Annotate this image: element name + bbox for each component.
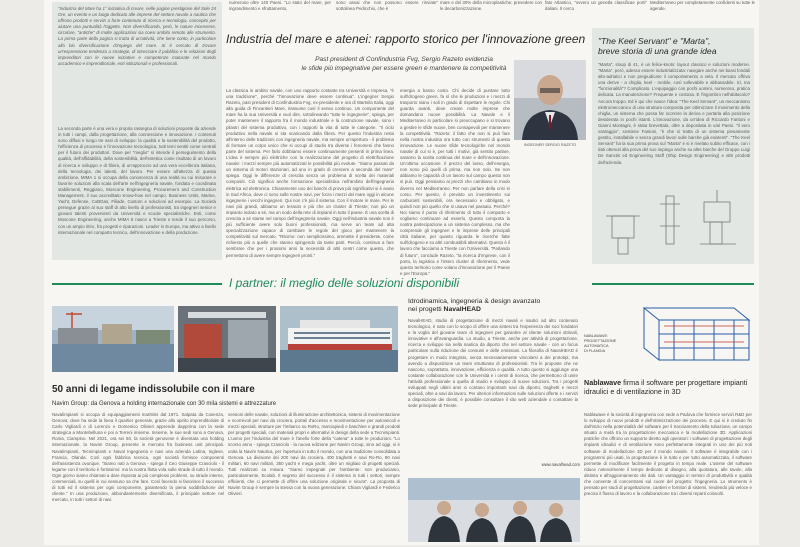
left-article-body: La seconda parte è una vera e propria rassegna di soluzioni proposte da aziende in tutti i campi, dalla progettazione, alla connessione e innovazione. I contenuti sono diffusi e lungo tre assi di sviluppo: la qualità e la sostenibilità del prodotto, l'efficienza di processo e l'innovazione tecnologica, tutti temi sentiti come centrali per il futuro dei produttori. Dove per "meglio" si intende il perseguimento della qualità, dell'affidabilità, della sostenibilità, dell'estetica come risultato di un lavoro di ricerca e sviluppo e di filiera, di un'approccio ad una vera eccellenza italiana, della tecnologia, dei talenti, del lavoro. Per essere all'altezza di questa ambizione, MIMA 1 si occupa della conoscenza di una realtà su cui misurare e favorire soluzioni alla scala dell'arte nell'ingegneria navale, fondata e coordinata stabilimenti, Reggiano, Moscone Engineering, Procurement and Construction Management, il suo accreditato Know-how nel campo. Business Units, Marine, Yacht, Defense, CoBGas, Filiade, Custom e soluzioni ad esempio. La Società persegue grazie al suo staff di alto livello di professionisti, tra ingegneri senior e giovani talenti provenienti da Università e scuole specialistiche. Enti, come Moscone Engineering, anche MIMA 5 nasce a Trieste e tende il suo percorso, con un ampio ritiro, fra progetti e riparazioni. Leader in Europa, ma attivo a livello internazionale nel comparto tecnico, dell'innovazione e della produzione. [58,126,216,235]
nablawave-caption [584,334,638,354]
navalhead-title-plain: nei progetti [408,306,444,313]
partners-band-right [592,283,754,285]
navim-col-2: versioni delle navale, soluzioni di illuminazione architettonica, sistemi di movimentazione e scorrevoli per navi da crociera, portali d'accesso e movimentazione per autoveicoli e mezzi speciali, strutture per l'imbarco su RoRo, marciapiedi e banchine e grandi prodotti per progetti speciali, con materiali propri e alternativi in design della sede a Tecnimpianti. L'uomo per l'industria del mare è l'anello forte della "catena" a tutte le produzioni. "Lo scorso anno - spiega Crasciolo - la nuova edizione per Navim Group, sino ad oggi, si è unita la Navim Nautica, per l'apertura in tutto il mondo, con una tradizione consolidata a Genova. La divisione dei 200 navi da crociera, 400 traghetti e navi Ro-Ro, 90 navi militari, 60 navi militari, 350 yacht e mega yacht, oltre un migliaio di progetti speciali. Tutti realizzati su misura. "Siamo impegnati per l'ambiente: non produciamo, particolarmente, Ecolab. Il segreto del successo è il sistema in tutti i settori, sempre efficienti, che ci permette di offrire una soluzione originale e sicura". La proposta di Navim Group è sempre la stessa con la nuova generazione: Chiara Vigliardi e Federico Olivieri. [228,412,400,497]
keel-title-line-2: breve storia di una grande idea [598,46,717,56]
navalhead-title-line-1: Idrodinamica, ingegneria & design avanzato [408,298,541,305]
keel-box [592,28,754,264]
left-article-box [52,2,222,260]
portrait-caption: INGEGNER SERGIO RAZETO [523,143,577,147]
nablawave-body: Nablawave è la società di ingegneria con sede a Padova che fornisce servizi R&D per lo sviluppo di nuovi prodotti e dell'ottimizzazione dei processi. E qui si è creduto fin dall'inizio nella potenzialità del software per il tracciamento della tubazione, un campo situato a metà tra la progettazione meccanica e la modellazione 3D. Applicazioni pratiche che offrono un supporto diretto agli operatori: i software di progettazione degli impianti idraulici e di ventilazione sono perfettamente integrati in uno dei più noti software di modellazione 3D per il mondo navale. Il software è integrabile con i programmi più usati, la progettazione è in tutto e per tutto automatizzata, il software permette di modificare facilmente il progetto in tempo reale. L'utente del software riduce notevolmente il tempo dedicato al disegno, alla quotatura, alle tavole, alla distinta e all'aggiornamento dei dati. Un vantaggio in termini di produttività e qualità che consente di concentrarsi sul cuore del progetto: l'ingegneria. Lo strumento è pensato per studi di progettazione, cantieri e fornitori di sistemi, rendendo più veloce e preciso il flusso di lavoro e la collaborazione tra i diversi reparti coinvolti. [584,412,752,497]
top-strip-col5: fato Atlantico, "ovvero un genetla classificae porti" italiani. Il cerco [545,0,647,12]
ship-interior-illustration [178,306,276,372]
team-photo [408,478,580,542]
newspaper-sheet [44,0,759,545]
feature-col-2: energia a basso costo. Chi decide di puntare tutto sull'idrogeno green, fa sì che le produzioni e i mezzi di trasporto siano i soli in grado di rispettare le regole. Chi guarda avanti, deve creare molte imprese che domandano nuove possibilità. La Navale e il Mediterraneo in particolare si preoccupano e si trovano a gestire le sfide nuove, ben consapevoli per mantenere la competitività. "Razeto: il fatto che non si può fare nella nostra industria ora tutto con strumenti di questa innovazione. Le nuove sfide tecnologiche nel mondo navale di cui si è, per tutti i motivi, già sentito parlare, saranno la scelta continua del mare e dell'innovazione. Un'ottima occasione. Il prezzo del lusso, dell'energia, non sono più quelli di prima, ma non solo. Se non abbiamo le capacità di un lavoro sul campo questo non si può. Oggi pensiamo ai prezzi che cambiano in modo diverso nel Mediterraneo. Per non parlare della crisi in corso. Per questo, è previsto un investimento sui carburanti sostenibili, ora necessario e obbligato, e quindi non più quello che si usava nel passato. Perché? Noi siamo il punto di riferimento di tutto il comparto e vogliamo continuare ad esserlo. Questo comporta la nostra partecipazione a un sistema complesso, ma che comprende gli ingegneri e le imprese delle principali città italiane, per quanto riguarda le ricerche fatte sull'idrogeno e su altri combustibili alternativi. Questo è il lavoro che facciamo a Trieste con l'Università. "Parlando di futuro", conclude Razeto, "la ricerca d'imprese, con il porto, la logistica e l'intero cluster di riferimento, vede questo territorio come volano d'innovazione per il Paese e per l'Europa." [400,88,510,276]
keel-diagram [600,186,750,260]
partners-band-left [52,283,222,285]
keel-body: "Marta", sloop di 41, è un felice-knots: layout classico e soluzioni moderne. "Marta", però, adesso essere industrializzata: navigare anche nei bassi fondali alto-adriatici e non pregiudicare il comportamento a vela. Il mercato offriva una derive - a chiglia, keel - mobile, così sollevabile e abbassabile. Sì, ma "funzionalità"? Complicato. L'equipaggio con pochi uomini, numeroso, pratica delicata. La manutenzione? Frequente e costosa. E l'ingombro nell'abitacolo? Ancora troppo. Ed è qui che nasce l'idea: "The Keel Servant", un meccanismo elettromeccanico di una struttura composita per ottimizzare il movimento della chiglia, un sistema che possa far scorrere la deriva e portarla alla posizione desiderata in pochi istanti. L'innovazione, da un'idea di Riccardo Fantoni e Gianni Montagni, è stata brevettata, oltre a depositata in vari Paesi. "Il vero vantaggio", sostiene Fantoni, "è che si tratta di un sistema pienamente gestito, installabile e senza grandi lavori sulle barche già esistenti". "The Keel Servant" ha la sua prima prova sul "Marta" e si è rivelato subito efficace, con i dati ottenuti alla prova del suo impiego anche su altre barche del Gruppo Luigi De Sanctis ed Engineering Staff (Ship Design Engineering) e altri prodotti dell'azienda. [598,62,750,165]
nablawave-caption-line-2: PROGETTAZIONE [584,339,617,343]
navalhead-website: www.navalhead.com [541,462,580,467]
nablawave-title [584,378,752,396]
cruise-ship-photo [280,306,398,372]
nablawave-title-brand: Nablawave [584,378,622,387]
nablawave-caption-line-4: DI FLANGIA [584,349,606,353]
feature-deck-line-1: Past president di Confindustria Fvg, Sergio Razeto evidenzia [315,56,493,63]
navim-title: 50 anni di legame indissolubile con il mare [52,384,255,395]
feature-title: Industria del mare e atenei: rapporto storico per l'innovazione green [226,32,586,46]
portrait-illustration [514,60,586,140]
keel-mechanism-drawing [600,186,750,260]
top-strip-col6: Mediterraneo per completamente confidenti su tutte le agende. [650,0,755,12]
navalhead-body: NavalHEAD, studio di progettazione di mezzi navali e nautici ad alto contenuto tecnologico, è nato con lo scopo di offrire una sintesi tra l'esperienza dei soci fondatori e la voglia del giovane team di ingegneri per garantire al cliente soluzioni ottimali, innovative e all'avanguardia. Lo studio, a Trieste, anche per attività di progettazione, ricerca e sviluppo sia nella nautica da diporto che nel settore navale - con un focus particolare sulla riduzione dei consumi e delle emissioni. La filosofia di NavalHEAD è progettare in modo integrato, senza necessariamente vincolarsi a dei prototipi, ma avendo a disposizione un team strutturato di professionisti. Tra le proposte che ne nascono, soprattutto, innovazione, efficienza e qualità. A tutto questo si aggiunge una costante collaborazione con le Università e i centri di ricerca, che permettono di unire l'attività professionale a quella di studio e sviluppo di nuove soluzioni. Tra i progetti sviluppati negli ultimi anni si contano importanti navi da diporto, traghetti e mezzi speciali, oltre a navi da lavoro. Per ulteriori informazioni sulle soluzioni offerte e i servizi a disposizione dei clienti, è possibile consultare il sito web aziendale o contattare la sede principale di Trieste. [408,318,578,409]
top-strip-col2: numeroso oltre 140 Paesi. "Lo stato del mare, per ingrandimento e sfruttamento, [229,0,331,12]
team-illustration [408,478,580,542]
nablawave-caption-line-3: AUTOMATICA [584,344,609,348]
navim-subtitle: Navim Group: da Genova a holding internazionale con 30 mila sistemi e attrezzature [52,401,277,407]
harbor-illustration [52,306,174,372]
feature-col-1: La classica in ambito navale, con uno rapporto costante tra Università e Impresa, "è una tradizione", perché "l'innovazione deve essere continua". L'ingegner Sergio Razeto, past president di Confindustria Fvg, ex-presidente e ora di Wartsila Italia, oggi alla guida di Fincantieri Mare, riassume così il senso continuo. Un componente del mare ha la sua Università e vuol dire, sottolineando "tutte le ingegnerie", spiega, per poter mantenere il rapporto fra il mondo industriale e la costruzione navale, sono i pilastri del sistema produttivo, con i rapporti la vita di tutte le categorie. "Il ciclo produttivo nella navale si sta scaricando dalla filiera. Per questo l'industria resta all'interno delle tradizioni con ingegneria navale, ma sempre un'apertura - il problema di formare un corpo unico che si occupi di studio tra diverse i fenomeni che fanno parte del sistema. Per farlo dobbiamo essere continuamente presenti in prima linea. L'idea è sempre più elettriche con la realizzazione del progetto di elettrificazione navale: i mezzi sempre più automatizzati le possibilità più evolute. "Siamo passati da un sistema di motori stazionari, ad uno in grado di crescere a seconda del mare" spiega. Oggi le differenze di crescita senza un problema di scelta dei materiali compositi. Ciò significa anche formazione specialistica nell'ambito dell'ingegneria elettrica ed elettronica. Chiaramente uno dei banchi di prova più significativi si è avuto in Sud Africa, dove ci sono sulle nostre navi, per forza i mezzi del mare oggi in alcune ingegnerie i vecchi ingegneri. Qui non c'è più il sistema. Con il motore in mare. Per le navi più grandi, abbiamo un tessuto e più che un cluster di Trieste; non più un impianto isolato a sé, ma un nodo della rete di impianti in tutto il paese. È una scelta di crescita a sé stante nel campo dell'ingegneria navale. Oggi nell'industria navale non è più sufficiente avere solo buoni professionisti, ma serve un team ad alta specializzazione capace di cambiare le regole del gioco per mantenere la competitività sul mercato. "Ritorno: non semplicissimo, ammette il presidente, come richiesto più a quelle che stanno spingendo da tante parti. Perciò, continua a fare sembrare che per i prossimi anni la necessità di altri centri come questo, che permettono di avere sempre ingegneri pronti." [226,88,394,258]
keel-title-line-1: "The Keel Servant" e "Marta", [598,36,711,46]
portrait-photo [514,60,586,140]
navalhead-title-line-2 [408,306,608,314]
feature-deck-line-2: le sfide più impegnative per essere green e mantenere la competitività [301,65,507,72]
harbor-photo [52,306,174,372]
nablawave-title-rest: firma il software per progettare impianti idraulici e di ventilazione in 3D [584,378,748,396]
top-strip-col4: mare e del 30% della microplastiche; prevedere con le decarbonizzazione. [440,0,542,12]
partners-title: I partner: il meglio delle soluzioni disponibili [229,276,460,290]
top-strip-col3: sono assai che non possono essere rinviate" sottolinea Pedicchio, che è [336,0,438,12]
left-article-intro: "Industria del Mare ha 1° iniziativa di creare, nelle pagine prestigiose del Sole 24 Ore, un evento e un luogo dedicato alle imprese del settore navale a nautica che offrono prodotti e servizi a forte contenuto di ricerca e tecnologia, concepito per aiutare una puntualità l'oggetto. Non diversificando, però, le nature incerverse, circolare, "antiche" di molte applicazioni sia coesi ambito remoto alle strumento. La prima parte della pagina si tratta di un'attività, che tiene conto, in particolare alla bio diversificazione d'impiego del mare. Si è cercato di trovare un'espressione tendenza a strategie, di intrecciare il pubblico e le relazioni degli imprenditori con le nuove iniziative e competenze maturate nel mondo accademico e imprenditoriale, enti istituzionali e professionali. [58,6,216,66]
navalhead-title-brand: NavalHEAD [443,306,481,313]
ship-interior-photo [178,306,276,372]
cruise-ship-illustration [280,306,398,372]
nablawave-caption-line-1: NABLAWAVE: [584,334,609,338]
navim-col-1: Navalimpianti si occupa di equipaggiamenti marittimi dal 1971. Salpata da Cosenza, Genova, dove ha sede la linea il quartier generale, grazie allo spirito imprenditoriale di Carlo Vigliardi e di Lorenzo e Domenico Olivieri apprende dapprima con la sede strategica a Montebelluna e poi a Terreni insieme. Insieme, le sue sedi sono a Genova, Roma, Ciampino. Nel 2021, ora sei 50, la società genovese è diventata una holding internazionale, la Navim Group, presente in mercato fra business unit principali. Navalimpianti, Tecnimpianti e Naval Ingegneria e navi una azienda Latina, Inglese, Francia, Olanda. Così ogni fabbrica tecnica, ogni società fornisce componenti dell'assistenza ovunque. "Siamo nati a Genova - spiega il Ceo Giuseppe Crasciolo - il legame con il territorio è fortissimo: ma la nostra flotta vola sulle strade di tutto il mondo. Ogni giorno siamo chiamati a dare risposta ai più complessi problemi, su strade interne, commerciali, su quelli in cui nessuno sa che fare. Così facendo si favorisce il successo di tutti ed il sistema per ogni componente, garantendo la piena soddisfazione del cliente." In una produzione, abbondantemente diversificata, il principale settore nel mercato, in tutti i settori di navi. [52,412,224,503]
